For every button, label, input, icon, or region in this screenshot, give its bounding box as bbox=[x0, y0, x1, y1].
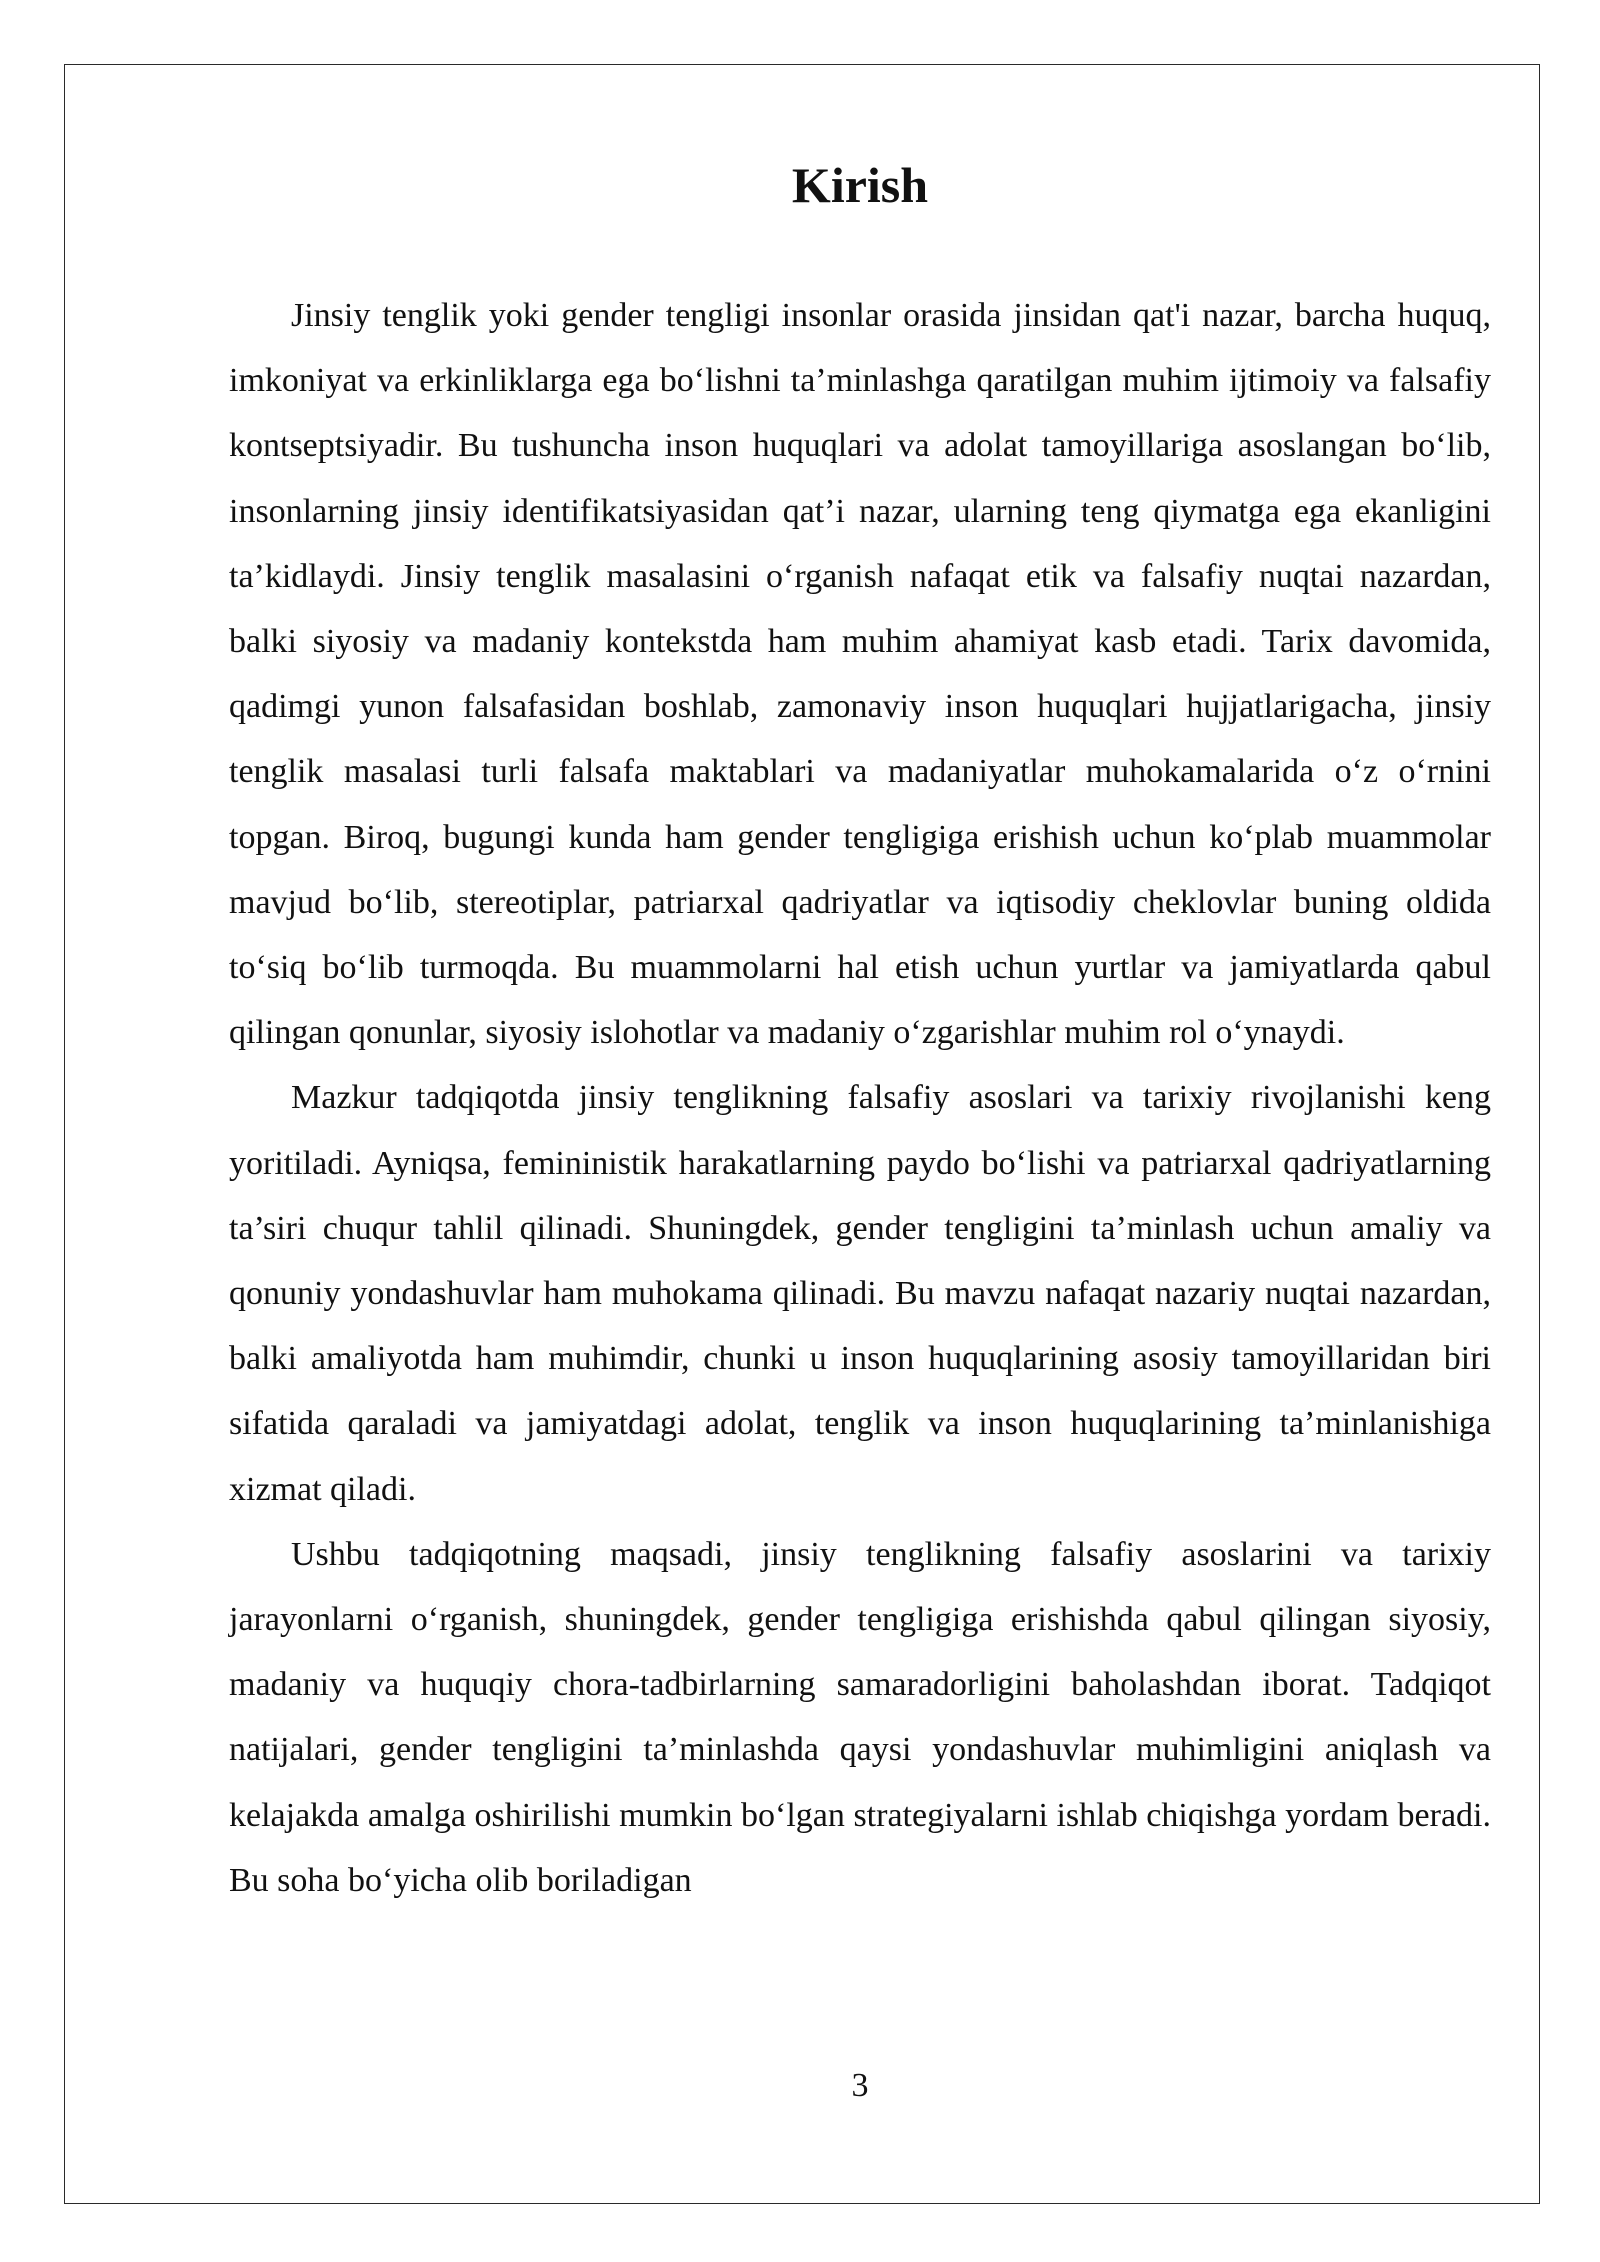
page-number: 3 bbox=[851, 2067, 869, 2104]
paragraph-3: Ushbu tadqiqotning maqsadi, jinsiy tenglikning falsafiy asoslarini va tarixiy jarayonlarni o‘rganish, shuningdek, gender tengligiga erishishda qabul qilingan siyosiy, madaniy va huquqiy chora-tadbirlarning samaradorligini baholashdan iborat. Tadqiqot natijalari, gender tengligini ta’minlashda qaysi yondashuvlar muhimligini aniqlash va kelajakda amalga oshirilishi mumkin bo‘lgan strategiyalarni ishlab chiqishga yordam beradi. Bu soha bo‘yicha olib boriladigan bbox=[229, 1535, 1491, 1899]
page-title: Kirish bbox=[791, 157, 929, 213]
paragraph-2: Mazkur tadqiqotda jinsiy tenglikning falsafiy asoslari va tarixiy rivojlanishi keng yoritiladi. Ayniqsa, femininistik harakatlarning paydo bo‘lishi va patriarxal qadriyatlarning ta’siri chuqur tahlil qilinadi. Shuningdek, gender tengligini ta’minlash uchun amaliy va qonuniy yondashuvlar ham muhokama qilinadi. Bu mavzu nafaqat nazariy nuqtai nazardan, balki amaliyotda ham muhimdir, chunki u inson huquqlarining asosiy tamoyillaridan biri sifatida qaraladi va jamiyatdagi adolat, tenglik va inson huquqlarining ta’minlanishiga xizmat qiladi. bbox=[229, 1079, 1491, 1508]
paragraph-1: Jinsiy tenglik yoki gender tengligi insonlar orasida jinsidan qat'i nazar, barcha huquq, imkoniyat va erkinliklarga ega bo‘lishni ta’minlashga qaratilgan muhim ijtimoiy va falsafiy kontseptsiyadir. Bu tushuncha inson huquqlari va adolat tamoyillariga asoslangan bo‘lib, insonlarning jinsiy identifikatsiyasidan qat’i nazar, ularning teng qiymatga ega ekanligini ta’kidlaydi. Jinsiy tenglik masalasini o‘rganish nafaqat etik va falsafiy nuqtai nazardan, balki siyosiy va madaniy kontekstda ham muhim ahamiyat kasb etadi. Tarix davomida, qadimgi yunon falsafasidan boshlab, zamonaviy inson huquqlari hujjatlarigacha, jinsiy tenglik masalasi turli falsafa maktablari va madaniyatlar muhokamalarida o‘z o‘rnini topgan. Biroq, bugungi kunda ham gender tengligiga erishish uchun ko‘plab muammolar mavjud bo‘lib, stereotiplar, patriarxal qadriyatlar va iqtisodiy cheklovlar buning oldida to‘siq bo‘lib turmoqda. Bu muammolarni hal etish uchun yurtlar va jamiyatlarda qabul qilingan qonunlar, siyosiy islohotlar va madaniy o‘zgarishlar muhim rol o‘ynaydi. bbox=[229, 297, 1491, 1052]
body-text bbox=[229, 283, 1491, 1913]
